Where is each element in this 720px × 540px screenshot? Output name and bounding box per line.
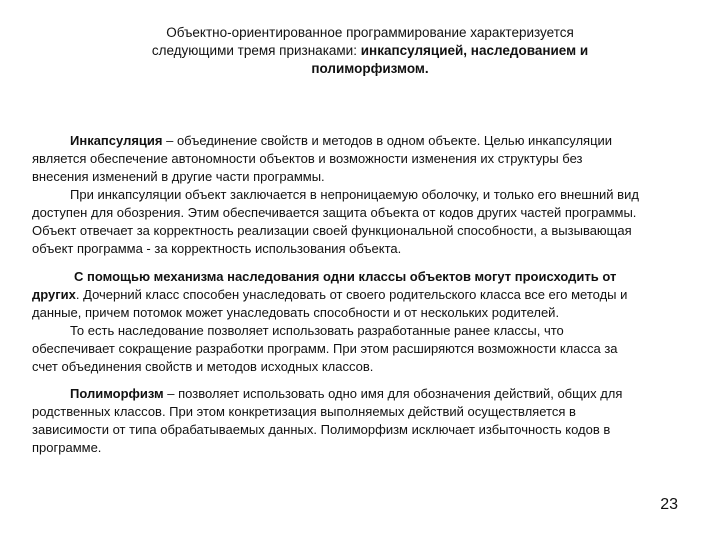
inheritance-line-2-bold: других — [32, 287, 76, 302]
title-line-3 — [140, 60, 600, 78]
encapsulation-paragraph — [32, 132, 696, 258]
encapsulation-line-5: доступен для обозрения. Этим обеспечивается защита объекта от кодов других частей программы. — [32, 205, 637, 220]
inheritance-line-4: То есть наследование позволяет использовать разработанные ранее классы, что — [70, 323, 564, 338]
polymorphism-line-4: программе. — [32, 440, 102, 455]
title-line-3-bold: полиморфизмом. — [311, 61, 429, 76]
encapsulation-line-1 — [32, 132, 696, 150]
inheritance-paragraph — [32, 268, 696, 376]
inheritance-line-2 — [32, 286, 696, 304]
polymorphism-line-2: родственных классов. При этом конкретизация выполняемых действий осуществляется в — [32, 404, 576, 419]
inheritance-line-5: обеспечивает сокращение разработки программ. При этом расширяются возможности класса за — [32, 341, 618, 356]
polymorphism-term: Полиморфизм — [70, 386, 164, 401]
polymorphism-line-3: зависимости от типа обрабатываемых данных. Полиморфизм исключает избыточность кодов в — [32, 422, 611, 437]
title-line-2 — [140, 42, 600, 60]
inheritance-line-1-bold: С помощью механизма наследования одни классы объектов могут происходить от — [74, 269, 617, 284]
title-line-2-bold: инкапсуляцией, наследованием и — [360, 43, 589, 58]
encapsulation-line-3: внесения изменений в другие части программы. — [32, 169, 325, 184]
page-number: 23 — [660, 496, 678, 513]
encapsulation-line-2: является обеспечение автономности объектов и возможности изменения их структуры без — [32, 151, 583, 166]
inheritance-line-2-rest: . Дочерний класс способен унаследовать от своего родительского класса все его методы и — [75, 287, 628, 302]
title-line-1: Объектно-ориентированное программирование характеризуется — [166, 25, 574, 40]
encapsulation-line-7: объект программа - за корректность использования объекта. — [32, 241, 402, 256]
inheritance-line-3: данные, причем потомок может унаследовать способности и от нескольких родителей. — [32, 305, 560, 320]
inheritance-line-6: счет объединения свойств и методов исходных классов. — [32, 359, 374, 374]
polymorphism-paragraph — [32, 385, 696, 457]
polymorphism-line-1-rest: – позволяет использовать одно имя для обозначения действий, общих для — [163, 386, 623, 401]
encapsulation-line-4: При инкапсуляции объект заключается в непроницаемую оболочку, и только его внешний вид — [70, 187, 639, 202]
title-line-2-plain: следующими тремя признаками: — [151, 43, 361, 58]
inheritance-line-1 — [32, 268, 696, 286]
polymorphism-line-1 — [32, 385, 696, 403]
slide-title — [140, 24, 600, 78]
encapsulation-term: Инкапсуляция — [70, 133, 163, 148]
encapsulation-line-1-rest: – объединение свойств и методов в одном объекте. Целью инкапсуляции — [162, 133, 613, 148]
encapsulation-line-6: Объект отвечает за корректность реализации своей функциональной способности, а вызывающая — [32, 223, 632, 238]
